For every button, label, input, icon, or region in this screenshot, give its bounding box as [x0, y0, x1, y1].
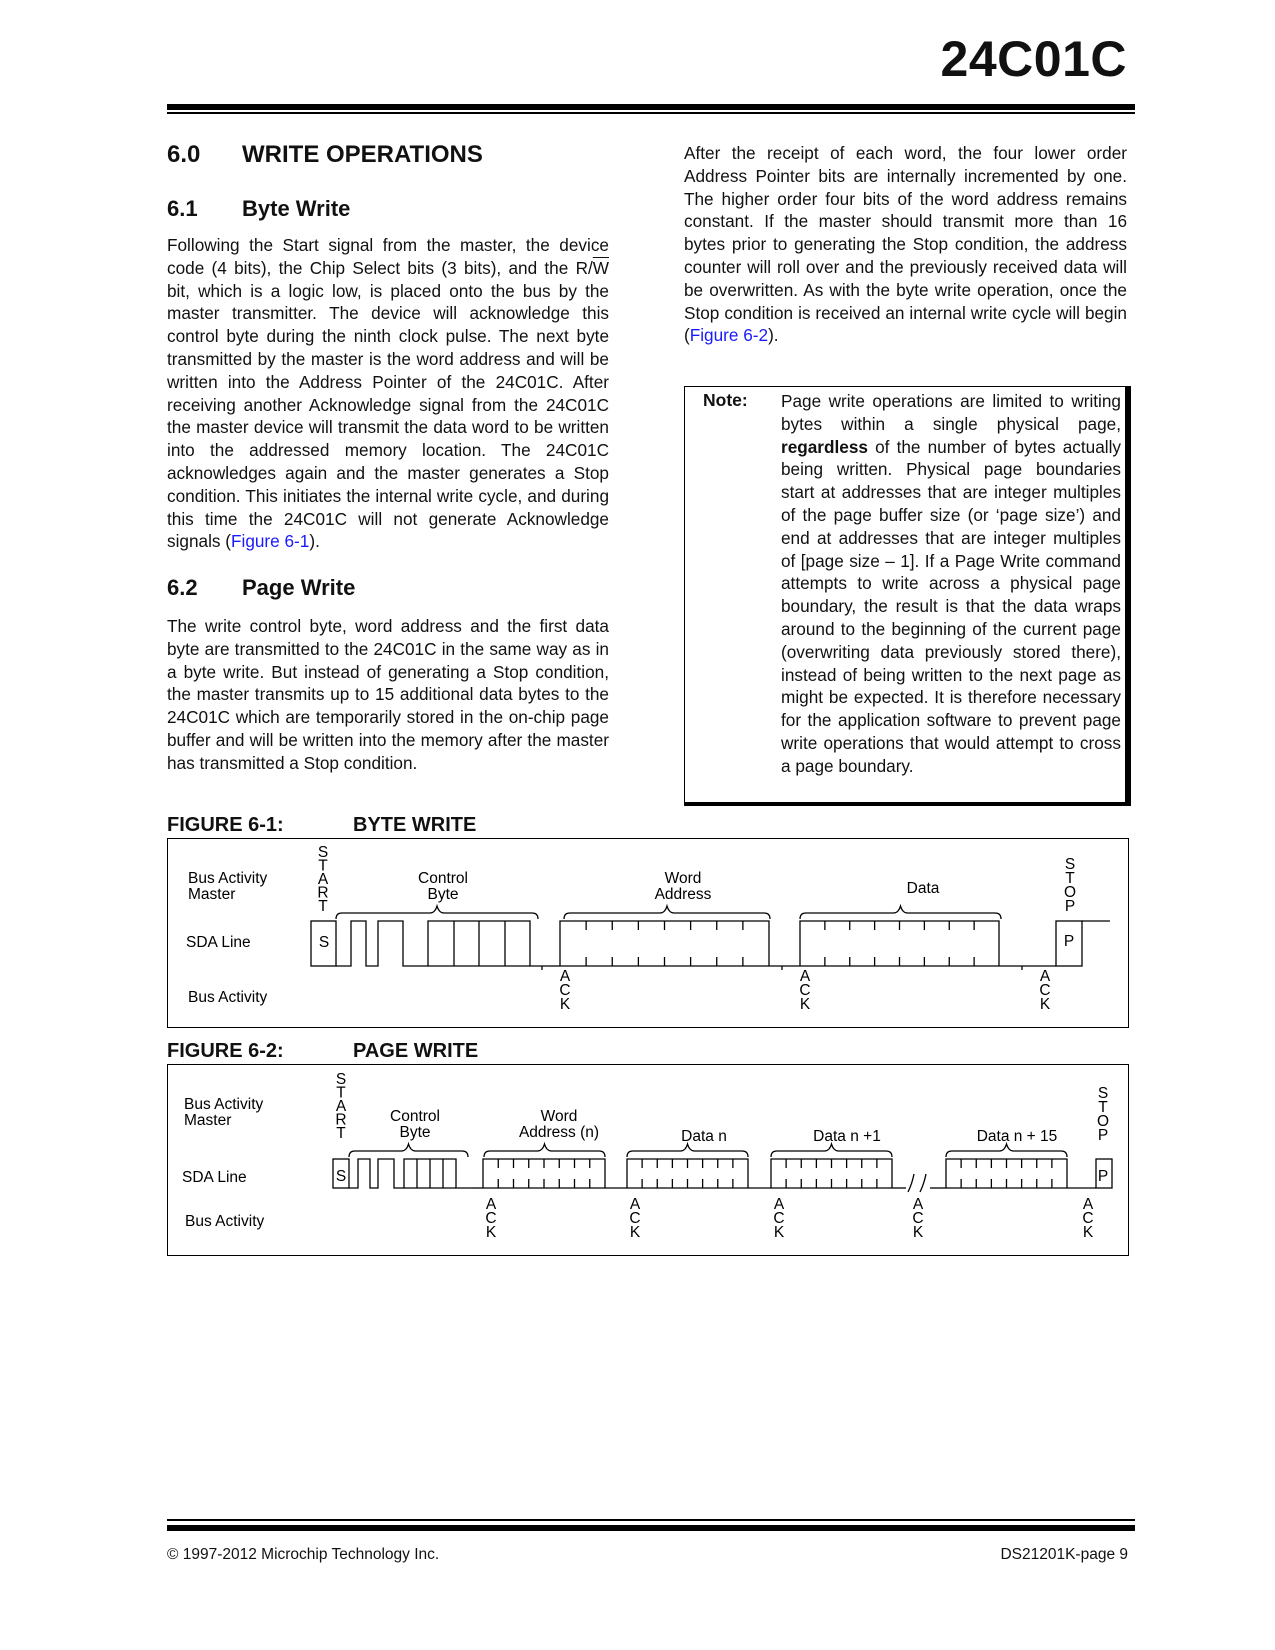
figure-6-1-link[interactable]: Figure 6-1: [231, 531, 310, 552]
bracket: [627, 1144, 748, 1157]
sda-label: SDA Line: [186, 934, 251, 951]
control-byte-label: Control Byte: [390, 1108, 440, 1141]
page-write-paragraph: The write control byte, word address and the first data byte are transmitted to the 24C01C in the same way as in a byte write. But instead of generating a Stop condition, the master transmits up to 15 additional data bytes to the 24C01C which are temporarily stored in the on-chip page buffer and will be written into the memory after the master has transmitted a Stop condition.: [167, 616, 609, 773]
control-byte-waveform: [336, 921, 550, 966]
note-text: [781, 390, 1121, 778]
start-label: S T A R T: [335, 1071, 347, 1142]
control-byte-waveform: [349, 1159, 473, 1188]
footer-rule-thick: [167, 1525, 1135, 1531]
ack-label: A C K: [773, 1196, 785, 1241]
ack-label: A C K: [629, 1196, 641, 1241]
bracket: [484, 1144, 605, 1157]
ack-label: A C K: [1082, 1196, 1094, 1241]
word-address-label: Word Address: [654, 870, 712, 903]
bus-master-label: Bus Activity Master: [188, 870, 268, 903]
note-bold: regardless: [781, 436, 868, 457]
control-byte-label: Control Byte: [418, 870, 468, 903]
bracket: [800, 906, 1001, 919]
sda-waveform: [333, 1144, 1112, 1192]
para-text: After the receipt of each word, the four lower order Address Pointer bits are internally incremented by one. The higher order four bits of the word address remains constant. If the master should transmit more than 16 bytes prior to generating the Stop condition, the address counter will roll over and the previously received data will be overwritten. As with the byte write operation, once the Stop condition is received an internal write cycle will begin (: [684, 143, 1127, 346]
bracket: [946, 1144, 1067, 1157]
ack-label: A C K: [912, 1196, 924, 1241]
figure-6-2-link[interactable]: Figure 6-2: [689, 325, 769, 346]
ack-label: A C K: [1039, 968, 1051, 1013]
bracket: [771, 1144, 892, 1157]
section-6-0-heading: [167, 141, 483, 169]
ack-label: A C K: [559, 968, 571, 1013]
note-text-part: of the number of bytes actually being written. Physical page boundaries start at addresses that are integer multiples of the page buffer size (or ‘page size’) and end at addresses that are integer multiples of [page size – 1]. If a Page Write command attempts to write across a physical page boundary, the result is that the data wraps around to the beginning of the current page (overwriting data previously stored there), instead of being written to the next page as might be expected. It is therefore necessary for the application software to prevent page write operations that would attempt to cross a page boundary.: [781, 436, 1121, 776]
copyright: © 1997-2012 Microchip Technology Inc.: [167, 1546, 440, 1563]
bus-master-label: Bus Activity Master: [184, 1096, 264, 1129]
para-text: ).: [309, 531, 320, 552]
p-label: P: [1063, 933, 1075, 950]
para-text: Following the Start signal from the master, the device code (4 bits), the Chip Select bits (3 bits), and the R/: [167, 235, 609, 278]
data-label: Data: [906, 880, 940, 897]
note-label: Note:: [703, 390, 748, 410]
section-title: Page Write: [242, 575, 356, 600]
figure-6-2-caption: [167, 1040, 478, 1063]
section-6-2-heading: [167, 575, 355, 601]
header-rule-thick: [167, 104, 1135, 110]
bracket: [564, 906, 770, 919]
rollover-paragraph: [684, 142, 1127, 347]
para-text: ).: [768, 325, 779, 346]
section-title: Byte Write: [242, 196, 351, 221]
ack-label: A C K: [799, 968, 811, 1013]
word-address-label: Word Address (n): [518, 1108, 600, 1141]
figure-label: FIGURE 6-2:: [167, 1040, 284, 1062]
sda-label: SDA Line: [182, 1169, 247, 1186]
bus-activity-label: Bus Activity: [185, 1213, 265, 1230]
figure-label: FIGURE 6-1:: [167, 814, 284, 836]
section-number: 6.2: [167, 575, 198, 600]
page-write-diagram: [168, 1065, 1128, 1255]
figure-6-2-box: [167, 1064, 1129, 1256]
s-label: S: [335, 1168, 347, 1185]
byte-write-diagram: [168, 839, 1128, 1027]
stop-label: S T O P: [1096, 1085, 1110, 1144]
page-number: DS21201K-page 9: [1000, 1546, 1128, 1563]
break-mark: [920, 1174, 926, 1192]
s-label: S: [318, 934, 330, 951]
byte-write-paragraph: [167, 234, 609, 553]
section-title: WRITE OPERATIONS: [242, 141, 483, 168]
figure-title: PAGE WRITE: [353, 1040, 479, 1062]
section-number: 6.1: [167, 196, 198, 221]
note-box: [684, 386, 1131, 806]
figure-6-1-box: [167, 838, 1129, 1028]
bracket: [349, 1144, 468, 1157]
rw-overbar: $\overline{W}$: [592, 257, 609, 278]
figure-6-1-caption: [167, 814, 476, 837]
start-label: S T A R T: [317, 844, 329, 915]
data-n-label: Data n: [681, 1128, 727, 1145]
document-title: 24C01C: [940, 31, 1127, 87]
p-label: P: [1097, 1168, 1109, 1185]
section-6-1-heading: [167, 196, 350, 222]
bus-activity-label: Bus Activity: [188, 989, 268, 1006]
break-mark: [908, 1174, 914, 1192]
bracket: [336, 906, 538, 919]
para-text: bit, which is a logic low, is placed onto the bus by the master transmitter. The device will acknowledge this control byte during the ninth clock pulse. The next byte transmitted by the master is the word address and will be written into the Address Pointer of the 24C01C. After receiving another Acknowledge signal from the 24C01C the master device will transmit the data word to be written into the addressed memory location. The 24C01C acknowledges again and the master generates a Stop condition. This initiates the internal write cycle, and during this time the 24C01C will not generate Acknowledge signals (: [167, 280, 609, 552]
section-number: 6.0: [167, 141, 201, 168]
footer-rule-thin: [167, 1519, 1135, 1521]
note-text-part: Page write operations are limited to writing bytes within a single physical page,: [781, 391, 1121, 434]
figure-title: BYTE WRITE: [353, 814, 477, 836]
sda-waveform: [311, 906, 1110, 970]
data-n1-label: Data n +1: [813, 1128, 881, 1145]
data-n15-label: Data n + 15: [976, 1128, 1058, 1145]
ack-label: A C K: [485, 1196, 497, 1241]
stop-label: S T O P: [1063, 856, 1077, 915]
header-rule-thin: [167, 112, 1135, 114]
